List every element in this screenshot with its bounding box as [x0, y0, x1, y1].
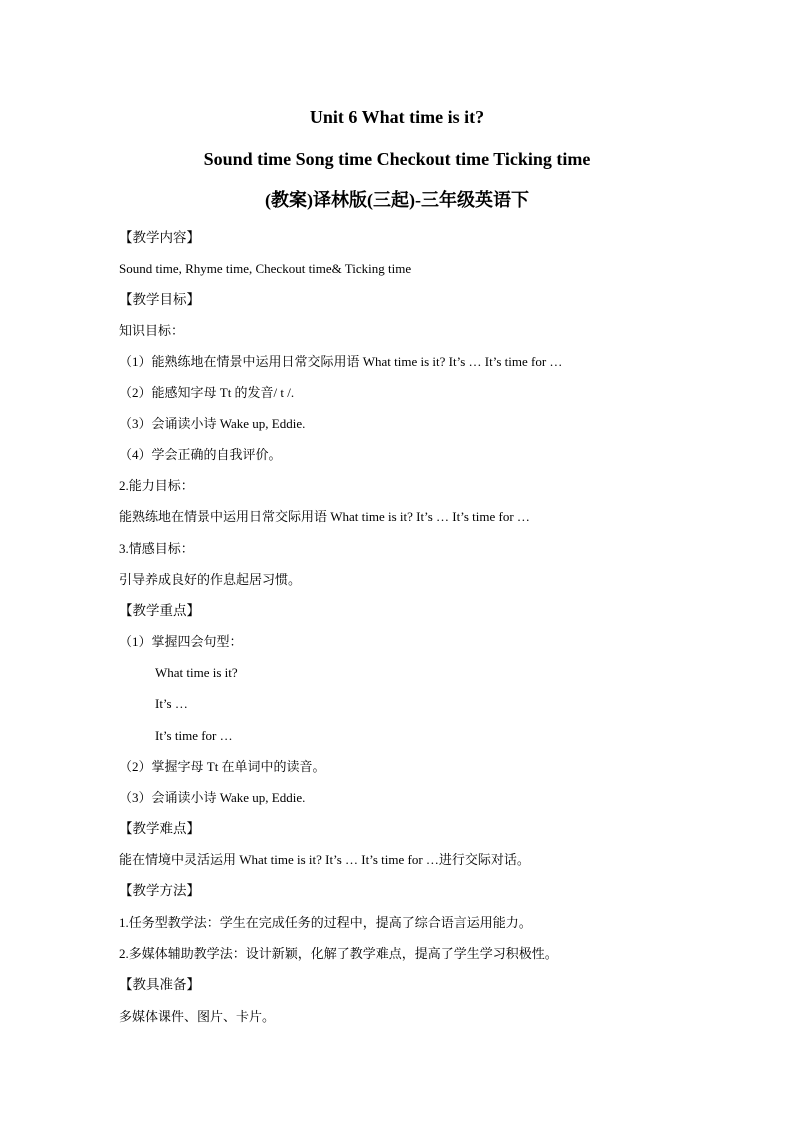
paragraph-line: 2.多媒体辅助教学法：设计新颖，化解了教学难点，提高了学生学习积极性。 — [119, 946, 558, 961]
paragraph-line: 1.任务型教学法：学生在完成任务的过程中，提高了综合语言运用能力。 — [119, 915, 532, 930]
paragraph-line: （3）会诵读小诗 Wake up, Eddie. — [119, 416, 306, 431]
paragraph-line: （1）能熟练地在情景中运用日常交际用语 What time is it? It’s … It’s time for … — [119, 354, 563, 369]
paragraph-line: （3）会诵读小诗 Wake up, Eddie. — [119, 790, 306, 805]
paragraph-line: 引导养成良好的作息起居习惯。 — [119, 572, 302, 587]
section-heading-difficulties: 【教学难点】 — [119, 821, 200, 836]
paragraph-line: 能在情境中灵活运用 What time is it? It’s … It’s time for …进行交际对话。 — [119, 852, 530, 867]
paragraph-line: 知识目标： — [119, 323, 185, 338]
paragraph-line: （2）能感知字母 Tt 的发音/ t /. — [119, 385, 295, 400]
paragraph-line: （4）学会正确的自我评价。 — [119, 447, 282, 462]
paragraph-line: Sound time, Rhyme time, Checkout time& Ticking time — [119, 261, 412, 276]
paragraph-line: （2）掌握字母 Tt 在单词中的读音。 — [119, 759, 326, 774]
sentence-pattern-line: It’s time for … — [155, 728, 233, 743]
section-heading-key-points: 【教学重点】 — [119, 603, 200, 618]
section-heading-content: 【教学内容】 — [119, 230, 200, 245]
sentence-pattern-line: It’s … — [155, 696, 188, 711]
section-heading-objectives: 【教学目标】 — [119, 292, 200, 307]
paragraph-line: 多媒体课件、图片、卡片。 — [119, 1009, 276, 1024]
document-title: Unit 6 What time is it? — [309, 107, 485, 127]
section-heading-materials: 【教具准备】 — [119, 977, 200, 992]
document-subtitle-2: (教案)译林版(三起)-三年级英语下 — [265, 190, 529, 210]
paragraph-line: （1）掌握四会句型： — [119, 634, 243, 649]
sentence-pattern-line: What time is it? — [155, 665, 238, 680]
section-heading-methods: 【教学方法】 — [119, 883, 200, 898]
paragraph-line: 2.能力目标： — [119, 478, 194, 493]
document-subtitle: Sound time Song time Checkout time Ticking time — [203, 149, 591, 169]
paragraph-line: 能熟练地在情景中运用日常交际用语 What time is it? It’s … It’s time for … — [119, 509, 530, 524]
paragraph-line: 3.情感目标： — [119, 541, 194, 556]
